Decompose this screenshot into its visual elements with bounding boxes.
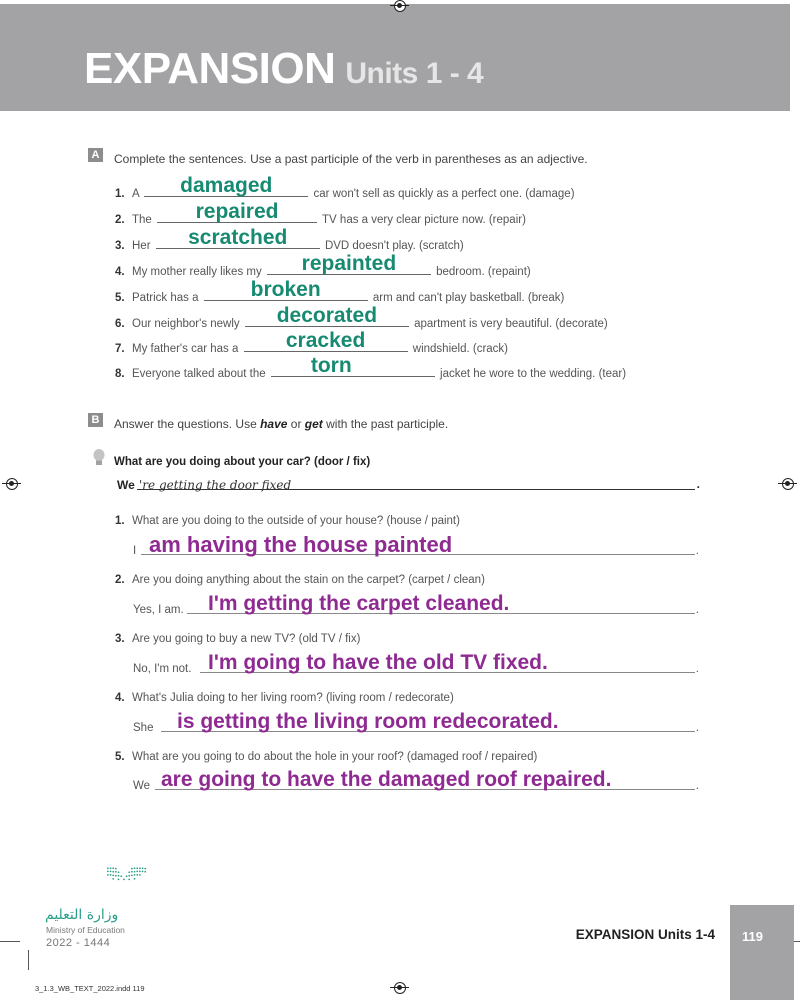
answer-text: cracked [285, 329, 366, 352]
question: 1. What are you doing to the outside of your house? (house / paint) [115, 515, 460, 527]
answer-text: broken [250, 278, 321, 301]
question: 5. What are you going to do about the hole in your roof? (damaged roof / repaired) [115, 751, 538, 763]
question: 3. Are you going to buy a new TV? (old TV / fix) [115, 633, 361, 645]
file-slug: 3_1.3_WB_TEXT_2022.indd 119 [35, 984, 145, 993]
answer-blank[interactable] [157, 200, 317, 223]
example-question: What are you doing about your car? (door / fix) [114, 456, 371, 468]
list-item: 6. Our neighbor's newly decorated apartment is very beautiful. (decorate) [115, 304, 608, 330]
answer-blank[interactable] [271, 354, 435, 377]
crop-mark [0, 941, 20, 942]
answer-line[interactable]: No, I'm not. I'm going to have the old TV fixed. . [133, 651, 699, 675]
section-b-badge: B [88, 413, 103, 427]
lightbulb-icon [92, 448, 106, 468]
ministry-year: 2022 - 1444 [46, 937, 111, 949]
question: 4. What's Julia doing to her living room? (living room / redecorate) [115, 692, 454, 704]
crop-mark [28, 950, 29, 970]
answer-text: decorated [276, 304, 378, 327]
page-title-sub: Units 1 - 4 [345, 57, 484, 90]
answer-blank[interactable] [156, 226, 320, 249]
answer-line[interactable]: She is getting the living room redecorated. . [133, 710, 699, 734]
list-item: 2. The repaired TV has a very clear picture now. (repair) [115, 200, 526, 226]
answer-blank[interactable] [144, 174, 308, 197]
list-item: 8. Everyone talked about the torn jacket he wore to the wedding. (tear) [115, 354, 627, 380]
answer-blank[interactable] [267, 252, 431, 275]
answer-text: I'm going to have the old TV fixed. [208, 651, 548, 674]
answer-line[interactable]: I am having the house painted . [133, 532, 699, 557]
page-title [84, 44, 483, 94]
answer-text: are going to have the damaged roof repaired. [161, 768, 612, 791]
registration-mark-bottom [394, 982, 406, 994]
example-answer: 're getting the door fixed [139, 478, 292, 492]
page-number: 119 [742, 929, 763, 944]
list-item: 7. My father's car has a cracked windshield. (crack) [115, 329, 509, 355]
answer-line[interactable]: Yes, I am. I'm getting the carpet cleaned. . [133, 592, 699, 616]
ministry-name-english: Ministry of Education [46, 925, 125, 935]
answer-text: I'm getting the carpet cleaned. [208, 592, 510, 615]
answer-text: repainted [301, 252, 397, 275]
answer-text: am having the house painted [149, 532, 453, 557]
section-a-instruction: Complete the sentences. Use a past participle of the verb in parentheses as an adjective. [114, 152, 588, 166]
ministry-name-arabic: وزارة التعليم [45, 907, 119, 923]
section-a-badge: A [88, 148, 103, 162]
page-title-main: EXPANSION [84, 44, 336, 93]
answer-text: is getting the living room redecorated. [177, 710, 559, 733]
list-item: 5. Patrick has a broken arm and can't play basketball. (break) [115, 278, 565, 304]
list-item: 3. Her scratched DVD doesn't play. (scratch) [115, 226, 464, 252]
answer-blank[interactable] [244, 329, 408, 352]
list-item: 1. A damaged car won't sell as quickly as a perfect one. (damage) [115, 174, 575, 200]
example-answer-line: We 're getting the door fixed . [117, 477, 700, 492]
registration-mark-right [782, 478, 794, 490]
registration-mark-top [394, 0, 406, 12]
list-item: 4. My mother really likes my repainted bedroom. (repaint) [115, 252, 531, 278]
section-b-instruction: Answer the questions. Use have or get with the past participle. [114, 417, 449, 431]
answer-text: scratched [188, 226, 288, 249]
question: 2. Are you doing anything about the stain on the carpet? (carpet / clean) [115, 574, 485, 586]
answer-blank[interactable] [245, 304, 409, 327]
answer-blank[interactable] [204, 278, 368, 301]
registration-mark-left [6, 478, 18, 490]
page-number-tab [730, 905, 794, 1000]
ministry-logo [44, 866, 194, 906]
answer-text: torn [310, 354, 352, 377]
answer-text: repaired [195, 200, 279, 223]
answer-line[interactable]: We are going to have the damaged roof repaired. . [133, 768, 699, 792]
answer-text: damaged [180, 174, 273, 197]
footer-title: EXPANSION Units 1-4 [575, 927, 715, 942]
